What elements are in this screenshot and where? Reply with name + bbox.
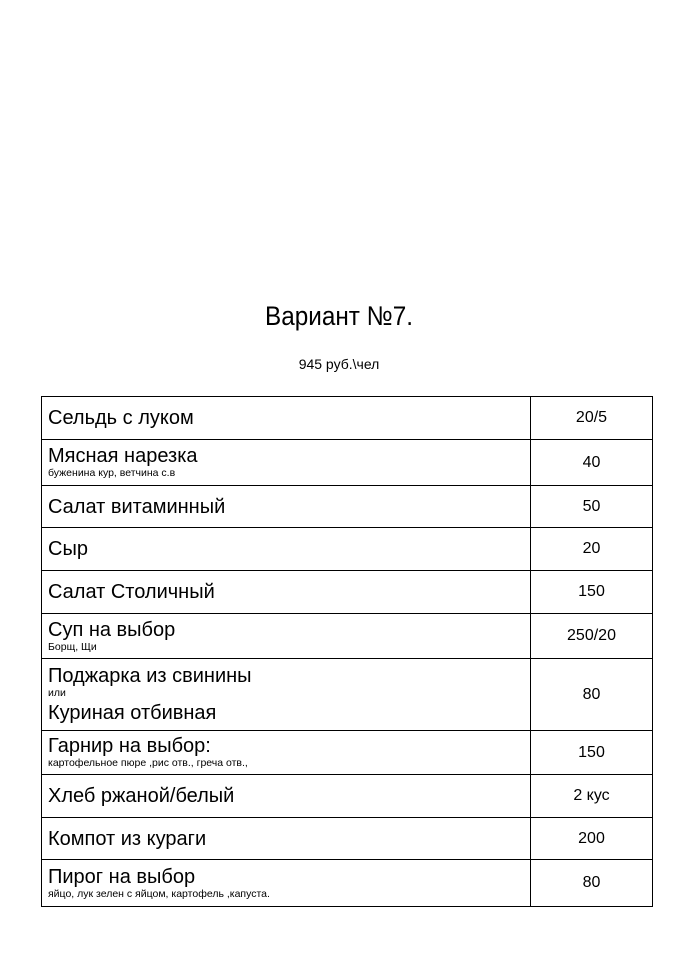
dish-name: Сыр (48, 538, 88, 560)
price-per-person: 945 руб.\чел (298, 356, 380, 372)
menu-table (41, 396, 653, 907)
dish-name: Компот из кураги (48, 827, 207, 850)
portion-cell: 80 (531, 860, 653, 907)
dish-name: Пирог на выбор (48, 865, 196, 888)
dish-cell (42, 775, 531, 818)
dish-description: картофельное пюре ,рис отв., греча отв., (48, 757, 248, 769)
dish-name: Салат витаминный (48, 495, 226, 518)
dish-name: Гарнир на выбор: (48, 735, 211, 757)
dish-cell (42, 731, 531, 775)
table-row (42, 397, 653, 440)
dish-cell (42, 528, 531, 571)
dish-cell (42, 659, 531, 731)
dish-name: Мясная нарезка (48, 445, 198, 467)
dish-cell (42, 440, 531, 486)
portion-cell: 250/20 (531, 614, 653, 659)
dish-cell (42, 614, 531, 659)
dish-name-alternative: Куриная отбивная (48, 702, 217, 724)
portion-cell: 50 (531, 486, 653, 528)
portion-cell: 2 кус (531, 775, 653, 818)
table-row (42, 440, 653, 486)
table-row (42, 571, 653, 614)
dish-cell (42, 486, 531, 528)
portion-cell: 20/5 (531, 397, 653, 440)
dish-description: буженина кур, ветчина с.в (48, 467, 176, 479)
table-row (42, 775, 653, 818)
portion-cell: 40 (531, 440, 653, 486)
dish-cell (42, 397, 531, 440)
dish-description: Борщ, Щи (48, 640, 97, 653)
dish-name: Сельдь с луком (48, 407, 194, 429)
table-row (42, 659, 653, 731)
table-row (42, 818, 653, 860)
table-row (42, 860, 653, 907)
dish-cell (42, 571, 531, 614)
dish-name: Хлеб ржаной/белый (48, 785, 235, 807)
menu-title: Вариант №7. (265, 301, 413, 331)
dish-cell (42, 818, 531, 860)
portion-cell: 150 (531, 571, 653, 614)
table-row (42, 731, 653, 775)
dish-description: яйцо, лук зелен с яйцом, картофель ,капуста. (48, 887, 270, 900)
portion-cell: 200 (531, 818, 653, 860)
dish-name: Поджарка из свинины (48, 665, 252, 687)
portion-cell: 20 (531, 528, 653, 571)
table-row (42, 528, 653, 571)
table-row (42, 614, 653, 659)
table-row (42, 486, 653, 528)
dish-alternative-separator: или (48, 687, 66, 699)
portion-cell: 150 (531, 731, 653, 775)
dish-name: Салат Столичный (48, 581, 215, 603)
dish-cell (42, 860, 531, 907)
portion-cell: 80 (531, 659, 653, 731)
dish-name: Суп на выбор (48, 618, 176, 641)
